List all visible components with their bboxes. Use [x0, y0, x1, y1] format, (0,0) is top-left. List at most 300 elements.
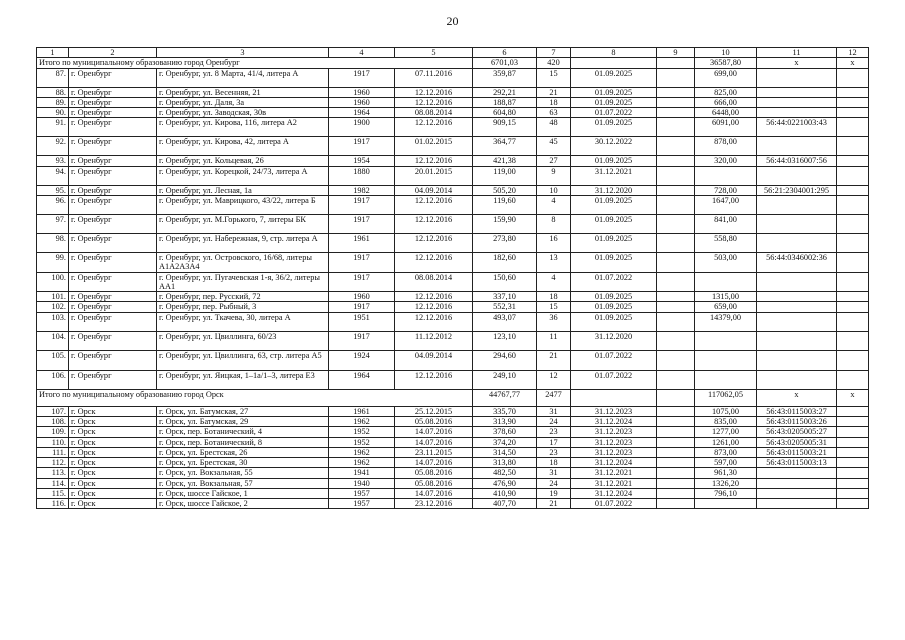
row-area: 374,20 [473, 437, 537, 447]
row-cadastral [757, 195, 837, 214]
row-sum: 1277,00 [695, 427, 757, 437]
row-area: 313,80 [473, 458, 537, 468]
row-area: 188,87 [473, 97, 537, 107]
row-number: 104. [37, 331, 69, 350]
row-count: 45 [537, 137, 571, 156]
row-number: 94. [37, 166, 69, 185]
row-year: 1917 [329, 137, 395, 156]
row-col9 [657, 406, 695, 416]
table-row [37, 272, 869, 292]
row-address: г. Оренбург, ул. Набережная, 9, стр. литера А [157, 233, 329, 252]
row-area: 552,31 [473, 302, 537, 312]
row-cadastral [757, 350, 837, 370]
row-sum: 878,00 [695, 137, 757, 156]
row-address: г. Оренбург, ул. Лесная, 1а [157, 185, 329, 195]
row-cadastral [757, 302, 837, 312]
row-sum: 796,10 [695, 488, 757, 498]
row-year: 1962 [329, 458, 395, 468]
row-date: 14.07.2016 [395, 488, 473, 498]
row-year: 1917 [329, 331, 395, 350]
column-number-3: 3 [157, 48, 329, 58]
row-address: г. Орск, ул. Батумская, 27 [157, 406, 329, 416]
table-row [37, 252, 869, 272]
row-count: 31 [537, 468, 571, 478]
row-address: г. Орск, ул. Вокзальная, 55 [157, 468, 329, 478]
row-col9 [657, 331, 695, 350]
row-cadastral [757, 87, 837, 97]
total-x-12: х [837, 58, 869, 68]
row-number: 107. [37, 406, 69, 416]
row-date: 05.08.2016 [395, 468, 473, 478]
row-year: 1952 [329, 437, 395, 447]
row-area: 119,60 [473, 195, 537, 214]
row-col12 [837, 97, 869, 107]
row-col12 [837, 331, 869, 350]
row-count: 19 [537, 488, 571, 498]
row-year: 1951 [329, 312, 395, 331]
row-count: 15 [537, 302, 571, 312]
row-address: г. Оренбург, ул. Кирова, 42, литера А [157, 137, 329, 156]
row-col12 [837, 499, 869, 509]
row-number: 100. [37, 272, 69, 292]
total-area: 44767,77 [473, 389, 537, 406]
row-date: 23.11.2015 [395, 447, 473, 457]
row-cadastral: 56:43:0115003:26 [757, 416, 837, 426]
row-area: 493,07 [473, 312, 537, 331]
row-cadastral [757, 137, 837, 156]
row-count: 4 [537, 195, 571, 214]
row-sum: 1315,00 [695, 292, 757, 302]
row-cadastral [757, 233, 837, 252]
row-city: г. Оренбург [69, 370, 157, 389]
row-col12 [837, 87, 869, 97]
row-cadastral [757, 331, 837, 350]
row-year: 1924 [329, 350, 395, 370]
row-year: 1940 [329, 478, 395, 488]
row-col9 [657, 499, 695, 509]
row-date2: 01.07.2022 [571, 499, 657, 509]
row-date2: 01.09.2025 [571, 292, 657, 302]
row-number: 96. [37, 195, 69, 214]
row-sum: 6448,00 [695, 108, 757, 118]
row-col9 [657, 166, 695, 185]
row-date: 12.12.2016 [395, 195, 473, 214]
row-year: 1917 [329, 195, 395, 214]
row-city: г. Оренбург [69, 252, 157, 272]
row-col12 [837, 478, 869, 488]
row-sum [695, 166, 757, 185]
row-count: 36 [537, 312, 571, 331]
row-count: 27 [537, 156, 571, 166]
row-date2: 31.12.2020 [571, 185, 657, 195]
column-number-row [37, 48, 869, 58]
column-number-12: 12 [837, 48, 869, 58]
row-col9 [657, 108, 695, 118]
row-col9 [657, 447, 695, 457]
row-city: г. Оренбург [69, 272, 157, 292]
row-sum [695, 272, 757, 292]
row-area: 364,77 [473, 137, 537, 156]
row-year: 1952 [329, 427, 395, 437]
row-year: 1960 [329, 87, 395, 97]
row-date2: 01.07.2022 [571, 108, 657, 118]
row-area: 249,10 [473, 370, 537, 389]
row-date: 14.07.2016 [395, 458, 473, 468]
table-row [37, 87, 869, 97]
row-address: г. Оренбург, ул. Даля, 3а [157, 97, 329, 107]
row-city: г. Орск [69, 468, 157, 478]
row-col12 [837, 370, 869, 389]
row-col12 [837, 416, 869, 426]
row-year: 1941 [329, 468, 395, 478]
row-count: 21 [537, 499, 571, 509]
page-number: 20 [446, 14, 459, 28]
row-year: 1917 [329, 252, 395, 272]
row-city: г. Орск [69, 499, 157, 509]
table-row [37, 406, 869, 416]
row-date: 12.12.2016 [395, 292, 473, 302]
row-col9 [657, 468, 695, 478]
row-count: 24 [537, 416, 571, 426]
row-col9 [657, 137, 695, 156]
table-row [37, 437, 869, 447]
row-count: 23 [537, 447, 571, 457]
table-row [37, 416, 869, 426]
row-count: 15 [537, 68, 571, 87]
row-number: 114. [37, 478, 69, 488]
table-row [37, 156, 869, 166]
row-count: 31 [537, 406, 571, 416]
row-col9 [657, 312, 695, 331]
row-number: 101. [37, 292, 69, 302]
row-date: 11.12.2012 [395, 331, 473, 350]
total-sum: 117062,05 [695, 389, 757, 406]
row-sum: 961,30 [695, 468, 757, 478]
row-col9 [657, 370, 695, 389]
table-row [37, 185, 869, 195]
row-year: 1964 [329, 108, 395, 118]
row-city: г. Орск [69, 488, 157, 498]
row-col9 [657, 87, 695, 97]
row-count: 21 [537, 350, 571, 370]
row-col9 [657, 458, 695, 468]
row-col9 [657, 437, 695, 447]
row-sum: 503,00 [695, 252, 757, 272]
row-city: г. Оренбург [69, 185, 157, 195]
row-address: г. Оренбург, ул. Яицкая, 1–1а/1–3, литера Е3 [157, 370, 329, 389]
table-row [37, 499, 869, 509]
row-date: 20.01.2015 [395, 166, 473, 185]
row-sum: 728,00 [695, 185, 757, 195]
row-area: 410,90 [473, 488, 537, 498]
row-col12 [837, 292, 869, 302]
table-row [37, 427, 869, 437]
row-col9 [657, 97, 695, 107]
row-area: 482,50 [473, 468, 537, 478]
row-cadastral [757, 292, 837, 302]
row-col9 [657, 350, 695, 370]
row-address: г. Орск, ул. Вокзальная, 57 [157, 478, 329, 488]
row-sum: 699,00 [695, 68, 757, 87]
row-area: 159,90 [473, 214, 537, 233]
row-count: 48 [537, 118, 571, 137]
row-address: г. Орск, ул. Брестская, 26 [157, 447, 329, 457]
row-date2: 31.12.2021 [571, 478, 657, 488]
row-date2: 31.12.2023 [571, 437, 657, 447]
row-city: г. Оренбург [69, 118, 157, 137]
row-city: г. Оренбург [69, 97, 157, 107]
register-table [36, 47, 869, 509]
row-city: г. Оренбург [69, 233, 157, 252]
row-city: г. Оренбург [69, 302, 157, 312]
row-area: 119,00 [473, 166, 537, 185]
row-date: 05.08.2016 [395, 478, 473, 488]
row-number: 109. [37, 427, 69, 437]
row-date: 25.12.2015 [395, 406, 473, 416]
total-sum: 36587,80 [695, 58, 757, 68]
table-row [37, 302, 869, 312]
row-cadastral: 56:43:0205005:31 [757, 437, 837, 447]
row-col12 [837, 437, 869, 447]
total-row-orenburg [37, 58, 869, 68]
row-sum: 873,00 [695, 447, 757, 457]
column-number-4: 4 [329, 48, 395, 58]
row-date: 12.12.2016 [395, 87, 473, 97]
row-address: г. Оренбург, ул. Цвиллинга, 60/23 [157, 331, 329, 350]
row-date: 04.09.2014 [395, 185, 473, 195]
row-date: 12.12.2016 [395, 370, 473, 389]
row-date: 01.02.2015 [395, 137, 473, 156]
row-date2: 31.12.2021 [571, 468, 657, 478]
row-year: 1917 [329, 68, 395, 87]
row-date: 08.08.2014 [395, 108, 473, 118]
row-number: 103. [37, 312, 69, 331]
row-cadastral [757, 499, 837, 509]
table-row [37, 214, 869, 233]
column-number-10: 10 [695, 48, 757, 58]
row-year: 1964 [329, 370, 395, 389]
row-count: 4 [537, 272, 571, 292]
row-count: 13 [537, 252, 571, 272]
row-cadastral: 56:44:0221003:43 [757, 118, 837, 137]
row-sum [695, 370, 757, 389]
row-cadastral [757, 488, 837, 498]
row-date2: 31.12.2021 [571, 166, 657, 185]
row-col12 [837, 185, 869, 195]
row-count: 21 [537, 87, 571, 97]
total-row-orsk [37, 389, 869, 406]
row-address: г. Оренбург, ул. 8 Марта, 41/4, литера А [157, 68, 329, 87]
row-col12 [837, 272, 869, 292]
total-count: 2477 [537, 389, 571, 406]
row-sum: 835,00 [695, 416, 757, 426]
row-date: 14.07.2016 [395, 437, 473, 447]
row-cadastral: 56:43:0115003:13 [757, 458, 837, 468]
row-address: г. Орск, ул. Батумская, 29 [157, 416, 329, 426]
row-city: г. Оренбург [69, 312, 157, 331]
column-number-1: 1 [37, 48, 69, 58]
row-address: г. Оренбург, ул. М.Горького, 7, литеры БК [157, 214, 329, 233]
row-city: г. Орск [69, 416, 157, 426]
row-col9 [657, 118, 695, 137]
row-date2: 31.12.2020 [571, 331, 657, 350]
row-number: 87. [37, 68, 69, 87]
row-number: 88. [37, 87, 69, 97]
row-year: 1961 [329, 406, 395, 416]
row-cadastral: 56:43:0115003:27 [757, 406, 837, 416]
row-number: 110. [37, 437, 69, 447]
row-year: 1957 [329, 488, 395, 498]
row-col12 [837, 252, 869, 272]
row-address: г. Оренбург, ул. Кирова, 116, литера А2 [157, 118, 329, 137]
row-col9 [657, 185, 695, 195]
row-count: 11 [537, 331, 571, 350]
row-col9 [657, 292, 695, 302]
row-date2: 01.07.2022 [571, 370, 657, 389]
row-city: г. Оренбург [69, 108, 157, 118]
row-number: 106. [37, 370, 69, 389]
column-number-11: 11 [757, 48, 837, 58]
row-cadastral: 56:43:0115003:21 [757, 447, 837, 457]
row-number: 112. [37, 458, 69, 468]
row-sum: 659,00 [695, 302, 757, 312]
row-address: г. Орск, шоссе Гайское, 1 [157, 488, 329, 498]
row-city: г. Орск [69, 458, 157, 468]
row-address: г. Оренбург, ул. Заводская, 30в [157, 108, 329, 118]
row-cadastral [757, 166, 837, 185]
row-date2: 31.12.2024 [571, 458, 657, 468]
row-count: 18 [537, 97, 571, 107]
table-row [37, 108, 869, 118]
row-sum: 320,00 [695, 156, 757, 166]
total-area: 6701,03 [473, 58, 537, 68]
row-address: г. Орск, пер. Ботанический, 4 [157, 427, 329, 437]
table-body [37, 48, 869, 509]
row-count: 23 [537, 427, 571, 437]
row-date: 14.07.2016 [395, 427, 473, 437]
row-number: 92. [37, 137, 69, 156]
column-number-9: 9 [657, 48, 695, 58]
column-number-2: 2 [69, 48, 157, 58]
table-row [37, 350, 869, 370]
row-year: 1961 [329, 233, 395, 252]
row-area: 123,10 [473, 331, 537, 350]
row-number: 91. [37, 118, 69, 137]
row-count: 63 [537, 108, 571, 118]
row-col12 [837, 118, 869, 137]
row-col9 [657, 195, 695, 214]
row-sum: 1647,00 [695, 195, 757, 214]
row-sum: 666,00 [695, 97, 757, 107]
row-address: г. Оренбург, ул. Цвиллинга, 63, стр. литера А5 [157, 350, 329, 370]
row-date2: 01.09.2025 [571, 156, 657, 166]
row-date2: 31.12.2023 [571, 447, 657, 457]
row-col9 [657, 68, 695, 87]
row-date: 12.12.2016 [395, 302, 473, 312]
row-sum: 558,80 [695, 233, 757, 252]
row-area: 378,60 [473, 427, 537, 437]
row-number: 116. [37, 499, 69, 509]
row-date2: 01.09.2025 [571, 68, 657, 87]
row-cadastral: 56:44:0346002:36 [757, 252, 837, 272]
total-x-11: х [757, 58, 837, 68]
row-count: 18 [537, 292, 571, 302]
row-date: 12.12.2016 [395, 97, 473, 107]
row-number: 99. [37, 252, 69, 272]
total-empty-8 [571, 58, 657, 68]
row-number: 97. [37, 214, 69, 233]
row-col12 [837, 108, 869, 118]
total-label: Итого по муниципальному образованию город Оренбург [37, 58, 473, 68]
row-area: 505,20 [473, 185, 537, 195]
row-number: 98. [37, 233, 69, 252]
row-area: 337,10 [473, 292, 537, 302]
row-date: 12.12.2016 [395, 118, 473, 137]
row-year: 1917 [329, 214, 395, 233]
row-area: 294,60 [473, 350, 537, 370]
row-address: г. Орск, ул. Брестская, 30 [157, 458, 329, 468]
total-empty-9 [657, 58, 695, 68]
row-sum: 14379,00 [695, 312, 757, 331]
row-area: 292,21 [473, 87, 537, 97]
row-city: г. Оренбург [69, 214, 157, 233]
row-col12 [837, 195, 869, 214]
row-col12 [837, 166, 869, 185]
row-city: г. Оренбург [69, 137, 157, 156]
row-year: 1917 [329, 272, 395, 292]
table-row [37, 118, 869, 137]
row-address: г. Оренбург, ул. Островского, 16/68, литеры А1А2А3А4 [157, 252, 329, 272]
column-number-8: 8 [571, 48, 657, 58]
row-date: 12.12.2016 [395, 252, 473, 272]
row-sum: 841,00 [695, 214, 757, 233]
row-cadastral [757, 478, 837, 488]
row-col12 [837, 302, 869, 312]
row-date2: 31.12.2023 [571, 427, 657, 437]
row-date: 12.12.2016 [395, 312, 473, 331]
row-date2: 01.09.2025 [571, 302, 657, 312]
row-date2: 01.09.2025 [571, 195, 657, 214]
row-sum: 1075,00 [695, 406, 757, 416]
row-city: г. Оренбург [69, 68, 157, 87]
row-address: г. Оренбург, пер. Рыбный, 3 [157, 302, 329, 312]
row-date: 23.12.2016 [395, 499, 473, 509]
row-cadastral [757, 68, 837, 87]
row-address: г. Оренбург, ул. Ткачева, 30, литера А [157, 312, 329, 331]
row-col12 [837, 68, 869, 87]
row-col12 [837, 137, 869, 156]
row-col12 [837, 312, 869, 331]
row-city: г. Оренбург [69, 166, 157, 185]
row-date2: 01.09.2025 [571, 118, 657, 137]
row-city: г. Орск [69, 427, 157, 437]
row-date: 05.08.2016 [395, 416, 473, 426]
row-col12 [837, 156, 869, 166]
row-address: г. Оренбург, пер. Русский, 72 [157, 292, 329, 302]
row-col9 [657, 233, 695, 252]
row-count: 12 [537, 370, 571, 389]
row-date: 08.08.2014 [395, 272, 473, 292]
row-col12 [837, 214, 869, 233]
row-cadastral [757, 370, 837, 389]
row-number: 93. [37, 156, 69, 166]
row-year: 1900 [329, 118, 395, 137]
row-date2: 01.09.2025 [571, 97, 657, 107]
row-sum: 597,00 [695, 458, 757, 468]
row-col12 [837, 350, 869, 370]
row-number: 89. [37, 97, 69, 107]
row-area: 476,90 [473, 478, 537, 488]
